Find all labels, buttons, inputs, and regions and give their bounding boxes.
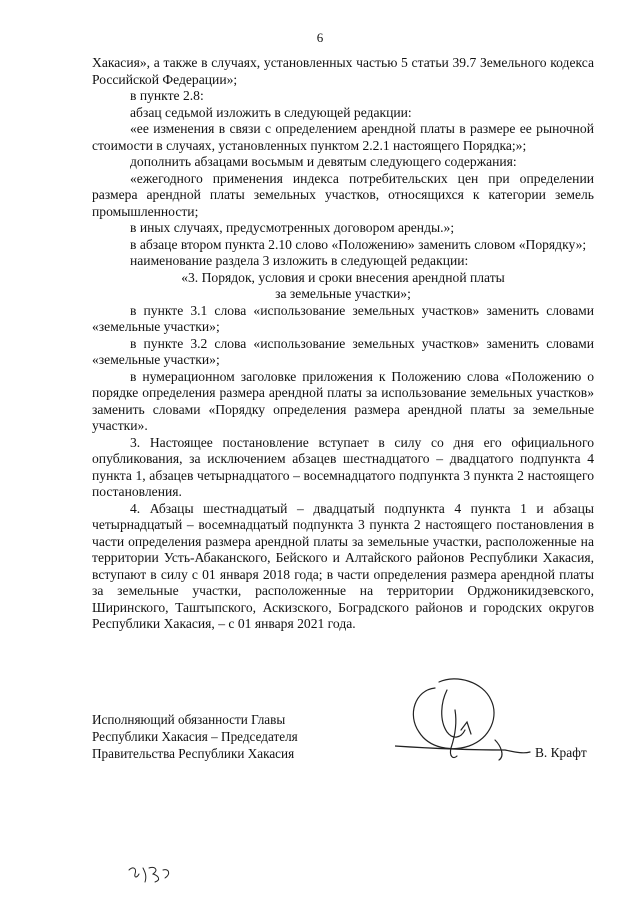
- paragraph: 3. Настоящее постановление вступает в силу со дня его официального опубликования, за исключением абзацев шестнадцатого – двадцатого подпункта 4 пункта 1, абзацев четырнадцатого – восемнадцатого подпункта 3 пункта 2 настоящего постановления.: [92, 434, 594, 499]
- signatory-line: Исполняющий обязанности Главы: [92, 712, 286, 727]
- signatory-line: Правительства Республики Хакасия: [92, 746, 295, 761]
- paragraph: в пункте 3.2 слова «использование земельных участков» заменить словами «земельные участки»;: [92, 335, 594, 367]
- paragraph: «ежегодного применения индекса потребительских цен при определении размера арендной платы земельных участков, относящихся к категории земель промышленности;: [92, 170, 594, 219]
- signatory-name: В. Крафт: [535, 745, 587, 760]
- page-number: 6: [316, 30, 324, 45]
- paragraph: в пункте 3.1 слова «использование земельных участков» заменить словами «земельные участки»;: [92, 302, 594, 334]
- paragraph: в нумерационном заголовке приложения к Положению слова «Положению о порядке определения размера арендной платы за использование земельных участков» заменить словами «Порядку определения размера арендной платы за земельные участки».: [92, 368, 594, 433]
- handwritten-signature: [395, 660, 535, 770]
- signatory-title: [92, 711, 332, 762]
- paragraph: в пункте 2.8:: [130, 88, 204, 103]
- signatory-line: Республики Хакасия – Председателя: [92, 729, 298, 744]
- paragraph: в иных случаях, предусмотренных договором аренды.»;: [130, 220, 455, 235]
- section-title-line: за земельные участки»;: [275, 286, 411, 301]
- paragraph: в абзаце втором пункта 2.10 слово «Положению» заменить словом «Порядку»;: [130, 236, 587, 252]
- section-title-line: «3. Порядок, условия и сроки внесения арендной платы: [181, 269, 505, 285]
- paragraph: дополнить абзацами восьмым и девятым следующего содержания:: [130, 154, 517, 169]
- handwritten-initials: [125, 862, 185, 884]
- document-body: [92, 55, 594, 633]
- paragraph: «ее изменения в связи с определением арендной платы в размере ее рыночной стоимости в случаях, установленных пунктом 2.2.1 настоящего Порядка;»;: [92, 121, 594, 153]
- paragraph: 4. Абзацы шестнадцатый – двадцатый подпункта 4 пункта 1 и абзацы четырнадцатый – восемнадцатый подпункта 3 пункта 2 настоящего постановления в части определения размера арендной платы за земельные участки, расположенные на территории Усть-Абаканского, Бейского и Алтайского районов Республики Хакасия, вступают в силу с 01 января 2018 года; в части определения размера арендной платы за земельные участки, расположенные на территории Орджоникидзевского, Ширинского, Таштыпского, Аскизского, Боградского районов и городских округов Республики Хакасия, – с 01 января 2021 года.: [92, 500, 594, 631]
- paragraph: наименование раздела 3 изложить в следующей редакции:: [130, 253, 469, 268]
- paragraph: Хакасия», а также в случаях, установленных частью 5 статьи 39.7 Земельного кодекса Российской Федерации»;: [92, 55, 594, 87]
- paragraph: абзац седьмой изложить в следующей редакции:: [130, 104, 412, 120]
